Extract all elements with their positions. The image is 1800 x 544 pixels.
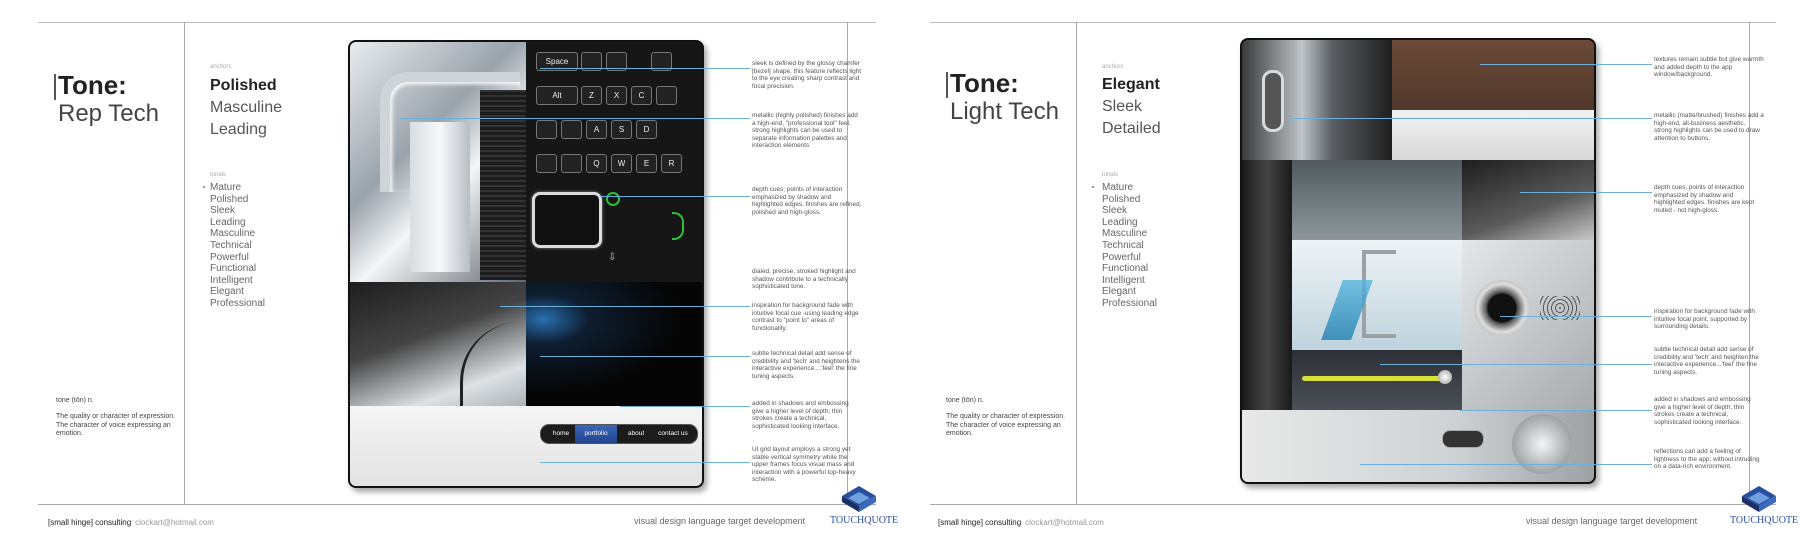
list-item: Intelligent xyxy=(210,274,253,286)
footer-tagline: visual design language target development xyxy=(634,516,806,526)
tonals-list xyxy=(210,182,265,310)
faucet-image xyxy=(1292,240,1462,350)
annotation-note: added in shadows and embossing give a higher level of depth; thin strokes create a technical, sophisticated looking interface. xyxy=(1654,396,1751,426)
key: Alt xyxy=(536,86,578,105)
key: D xyxy=(636,120,657,139)
nav-portfolio-button[interactable]: portfolio xyxy=(575,425,617,443)
list-item: Leading xyxy=(1102,216,1138,228)
moodboard-collage xyxy=(348,40,704,488)
footer-tagline: visual design language target development xyxy=(1526,516,1698,526)
anchors-label: anchors xyxy=(1102,64,1124,70)
tone-label: Tone: xyxy=(950,68,1019,98)
slider-image xyxy=(1292,350,1462,410)
list-item: Polished xyxy=(1102,193,1141,205)
annotation-note: added in shadows and embossing give a higher level of depth; thin strokes create a technical, sophisticated looking interface. xyxy=(752,400,849,430)
dark-chrome-image xyxy=(1462,160,1594,240)
leader-line xyxy=(400,118,750,119)
definition-text: The quality or character of expression. The character of voice expressing an emotion. xyxy=(946,413,1066,437)
nav-strip xyxy=(350,406,702,486)
key: Z xyxy=(581,86,602,105)
bottom-rule xyxy=(38,504,876,505)
tone-name: Rep Tech xyxy=(58,100,159,127)
list-item: Masculine xyxy=(1102,228,1148,240)
list-item: Leading xyxy=(210,216,246,228)
tonals-bullet xyxy=(203,186,205,188)
tone-label: Tone: xyxy=(58,70,127,100)
key xyxy=(656,86,677,105)
brushed-metal-image xyxy=(1292,160,1462,240)
phone-keyboard-image xyxy=(526,42,702,282)
attribute-tertiary: Leading xyxy=(210,121,267,138)
key: W xyxy=(611,154,632,173)
attribute-tertiary: Detailed xyxy=(1102,120,1161,137)
nav-contact-button[interactable]: contact us xyxy=(658,430,688,437)
top-rule xyxy=(930,22,1776,23)
list-item: Mature xyxy=(1102,182,1134,193)
logo-mark-icon xyxy=(830,484,888,516)
attribute-secondary: Masculine xyxy=(210,99,283,116)
column-divider-right xyxy=(1749,22,1750,504)
anchors-label: anchors xyxy=(210,64,232,70)
annotation-note: inspiration for background fade with intuitive focal point, supported by surrounding details. xyxy=(1654,308,1755,331)
key: Space xyxy=(536,52,578,71)
list-item: Intelligent xyxy=(1102,274,1145,286)
key: X xyxy=(606,86,627,105)
metal-button-image xyxy=(1242,40,1392,160)
annotation-note: metallic (matte/brushed) finishes add a high-end, all-business aesthetic. strong highlights can be used to draw attention to buttons. xyxy=(1654,112,1764,142)
leader-line xyxy=(1460,410,1652,411)
dark-gradient-image xyxy=(526,282,702,406)
logo-mark-icon xyxy=(1730,484,1788,516)
list-item: Elegant xyxy=(210,286,244,298)
camera-device-image xyxy=(1462,240,1594,410)
leader-line xyxy=(500,306,750,307)
list-item: Functional xyxy=(1102,263,1149,275)
company-name: [small hinge] consulting xyxy=(48,518,132,527)
annotation-note: UI grid layout employs a strong yet stable vertical symmetry while the upper frames focus visual mass and interaction with a powerful top-heavy scheme. xyxy=(752,446,856,484)
key: Q xyxy=(586,154,607,173)
nav-about-button[interactable]: about xyxy=(627,430,645,437)
list-item: Functional xyxy=(210,263,257,275)
chrome-bezel-image xyxy=(350,42,526,282)
list-item: Polished xyxy=(210,193,249,205)
board-light-tech xyxy=(900,0,1800,544)
phone-end-icon xyxy=(672,212,684,240)
list-item: Sleek xyxy=(1102,205,1128,217)
list-item: Mature xyxy=(210,182,242,193)
footer-company xyxy=(938,518,1104,527)
nav-home-button[interactable]: home xyxy=(552,430,570,437)
key xyxy=(561,120,582,139)
leader-line xyxy=(540,356,750,357)
tone-accent-bar xyxy=(946,72,948,98)
logo-text: TOUCHQUOTE xyxy=(830,515,899,526)
company-email[interactable]: clockart@hotmail.com xyxy=(1025,518,1104,527)
list-item: Technical xyxy=(210,239,252,251)
tone-name: Light Tech xyxy=(950,98,1059,125)
key: R xyxy=(661,154,682,173)
leader-line xyxy=(540,68,750,69)
definition-text: The quality or character of expression. The character of voice expressing an emotion. xyxy=(56,413,176,437)
column-divider-left xyxy=(1076,22,1077,504)
wood-texture-image xyxy=(1392,40,1594,160)
list-item: Masculine xyxy=(210,228,256,240)
touchquote-logo xyxy=(1730,484,1799,530)
definition-word: tone (tōn) n. xyxy=(56,397,94,404)
tonals-bullet xyxy=(1092,186,1094,188)
annotation-note: subtle technical detail add sense of credibility and 'tech' and heighten the interactive experience...'feel' the fine tuning aspects. xyxy=(1654,346,1759,376)
list-item: Sleek xyxy=(210,205,236,217)
leader-line xyxy=(600,196,750,197)
leader-line xyxy=(1380,364,1652,365)
trackpad xyxy=(532,192,602,248)
key: A xyxy=(586,120,607,139)
leader-line xyxy=(540,462,750,463)
tonals-label: tonals xyxy=(1102,172,1119,178)
list-item: Powerful xyxy=(1102,251,1141,263)
tonals-label: tonals xyxy=(210,172,227,178)
top-rule xyxy=(38,22,876,23)
dial-knob-icon xyxy=(1512,414,1572,474)
annotation-note: reflections can add a feeling of lightness to the app; without intruding on a data-rich environment. xyxy=(1654,448,1760,471)
annotation-note: subtle technical detail add sense of credibility and 'tech' and heightens the interactive experience....'feel' the fine tuning aspects. xyxy=(752,350,860,380)
leader-line xyxy=(1480,64,1652,65)
key: C xyxy=(631,86,652,105)
leader-line xyxy=(1290,118,1652,119)
camera-lens-icon xyxy=(1474,280,1530,336)
arrow-down-icon: ⇩ xyxy=(608,252,617,263)
annotation-note: textures remain subtle but give warmth and added depth to the app window/background. xyxy=(1654,56,1764,79)
column-divider-right xyxy=(847,22,848,504)
bottom-rule xyxy=(930,504,1776,505)
company-email[interactable]: clockart@hotmail.com xyxy=(135,518,214,527)
attribute-primary: Polished xyxy=(210,77,277,94)
nav-bar xyxy=(540,424,698,444)
definition-word: tone (tōn) n. xyxy=(946,397,984,404)
attribute-primary: Elegant xyxy=(1102,76,1160,93)
column-divider-left xyxy=(184,22,185,504)
leader-line xyxy=(1360,464,1652,465)
list-item: Professional xyxy=(1102,297,1158,309)
key xyxy=(536,154,557,173)
attribute-secondary: Sleek xyxy=(1102,98,1143,115)
list-item: Professional xyxy=(210,297,266,309)
footer-company xyxy=(48,518,214,527)
phone-call-icon xyxy=(606,192,620,206)
annotation-note: depth cues; points of interaction emphasized by shadow and highlighted edges. finishes are kept muted - not high-gloss. xyxy=(1654,184,1755,214)
list-item: Technical xyxy=(1102,239,1144,251)
moodboard-collage xyxy=(1240,38,1596,484)
logo-text: TOUCHQUOTE xyxy=(1730,515,1799,526)
leader-line xyxy=(1500,316,1652,317)
key: S xyxy=(611,120,632,139)
list-item: Elegant xyxy=(1102,286,1136,298)
key xyxy=(536,120,557,139)
annotation-note: metallic (highly polished) finishes add a high-end, "professional tool" feel. strong highlights can be used to separate information palettes and interaction elements xyxy=(752,112,858,150)
list-item: Powerful xyxy=(210,251,249,263)
touchquote-logo xyxy=(830,484,899,530)
key: E xyxy=(636,154,657,173)
annotation-note: sleek is defined by the glossy chamfer [bezel] shape. this feature reflects light to the eye creating sharp contrast and focal precision. xyxy=(752,60,862,90)
leader-line xyxy=(1520,192,1652,193)
tone-accent-bar xyxy=(54,74,56,100)
annotation-note: dialed, precise, stroked highlight and shadow contribute to a technically sophisticated tone. xyxy=(752,268,856,291)
toggle-dial-image xyxy=(1242,410,1594,482)
tonals-list xyxy=(1102,182,1157,310)
leader-line xyxy=(620,406,750,407)
company-name: [small hinge] consulting xyxy=(938,518,1022,527)
annotation-note: inspiration for background fade with intuitive focal cue -using leading edge contrast to "point to" areas of functionality. xyxy=(752,302,859,332)
annotation-note: depth cues; points of interaction emphasized by shadow and highlighted edges. finishes are refined, polished and high-gloss. xyxy=(752,186,862,216)
key xyxy=(561,154,582,173)
